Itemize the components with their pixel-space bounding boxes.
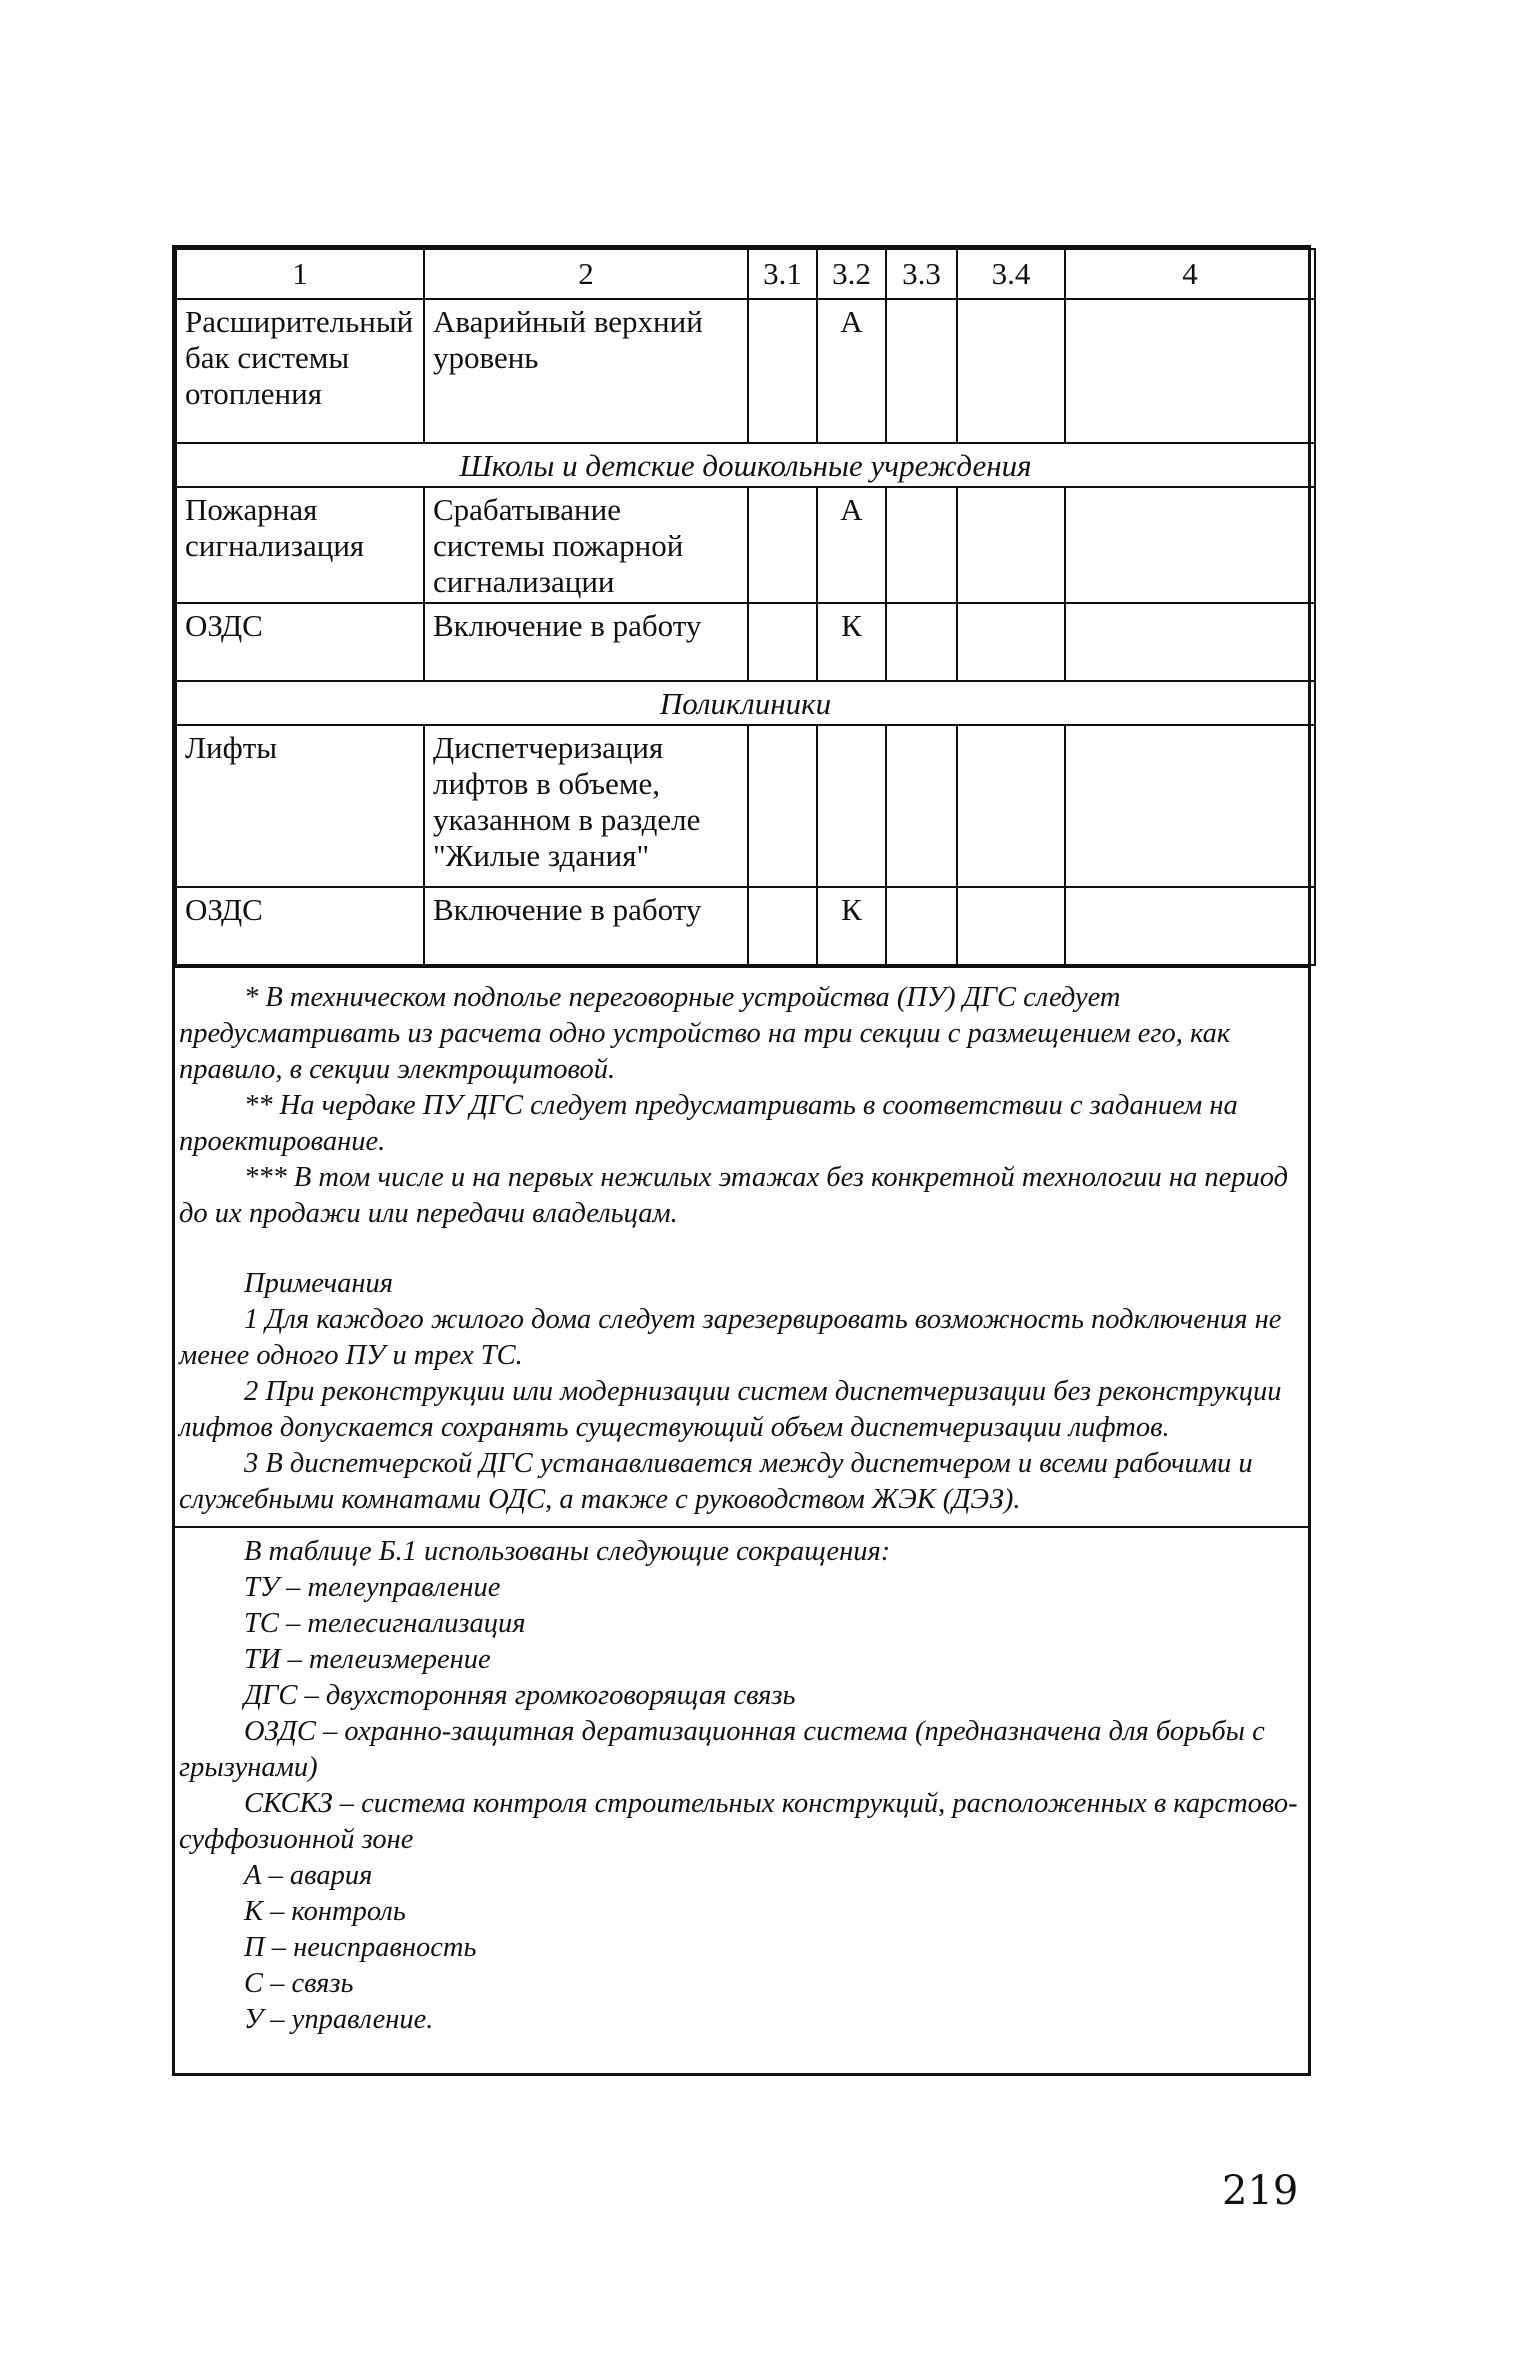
value-cell xyxy=(886,487,957,603)
document-table-frame xyxy=(172,245,1311,2076)
abbreviation-item: ТС – телесигнализация xyxy=(244,1608,526,1639)
column-header: 2 xyxy=(424,249,748,299)
event-cell: Включение в работу xyxy=(424,887,748,965)
value-cell xyxy=(957,725,1065,887)
value-cell xyxy=(957,299,1065,443)
value-cell xyxy=(748,887,817,965)
value-cell xyxy=(886,603,957,681)
equipment-cell: Лифты xyxy=(176,725,424,887)
table-row xyxy=(176,487,1315,603)
value-cell xyxy=(957,487,1065,603)
notes-title: Примечания xyxy=(244,1268,394,1299)
abbreviation-item: СКСКЗ – система контроля строительных конструкций, расположенных в карстово-суффозионной зоне xyxy=(179,1788,1298,1855)
value-cell xyxy=(748,725,817,887)
value-cell: А xyxy=(817,299,886,443)
note-cell xyxy=(1065,887,1315,965)
abbreviation-item: ОЗДС – охранно-защитная дератизационная система (предназначена для борьбы с грызунами) xyxy=(179,1716,1265,1783)
table-row xyxy=(176,725,1315,887)
abbreviation-item: А – авария xyxy=(244,1860,373,1891)
value-cell xyxy=(957,887,1065,965)
table-row xyxy=(176,299,1315,443)
note-cell xyxy=(1065,725,1315,887)
equipment-cell: Пожарная сигнализация xyxy=(176,487,424,603)
dispatch-table xyxy=(175,248,1316,966)
value-cell xyxy=(748,299,817,443)
value-cell xyxy=(886,725,957,887)
column-header: 4 xyxy=(1065,249,1315,299)
column-header: 3.4 xyxy=(957,249,1065,299)
equipment-cell: ОЗДС xyxy=(176,887,424,965)
page-number: 219 xyxy=(1222,2168,1299,2214)
value-cell xyxy=(886,887,957,965)
footnote-2: ** На чердаке ПУ ДГС следует предусматривать в соответствии с заданием на проектирование. xyxy=(179,1090,1238,1157)
abbreviation-item: ТУ – телеуправление xyxy=(244,1572,501,1603)
abbreviations-intro: В таблице Б.1 использованы следующие сокращения: xyxy=(244,1536,891,1567)
abbreviation-item: П – неисправность xyxy=(244,1932,477,1963)
event-cell: Включение в работу xyxy=(424,603,748,681)
column-header: 1 xyxy=(176,249,424,299)
column-header: 3.2 xyxy=(817,249,886,299)
column-header: 3.3 xyxy=(886,249,957,299)
note-2: 2 При реконструкции или модернизации систем диспетчеризации без реконструкции лифтов допускается сохранять существующий объем диспетчеризации лифтов. xyxy=(179,1376,1282,1443)
value-cell xyxy=(957,603,1065,681)
table-header-row xyxy=(176,249,1315,299)
value-cell xyxy=(886,299,957,443)
event-cell: Аварийный верхний уровень xyxy=(424,299,748,443)
note-3: 3 В диспетчерской ДГС устанавливается между диспетчером и всеми рабочими и служебными комнатами ОДС, а также с руководством ЖЭК (ДЭЗ). xyxy=(179,1448,1253,1515)
note-cell xyxy=(1065,487,1315,603)
equipment-cell: ОЗДС xyxy=(176,603,424,681)
table-row xyxy=(176,603,1315,681)
note-1: 1 Для каждого жилого дома следует зарезервировать возможность подключения не менее одного ПУ и трех ТС. xyxy=(179,1304,1282,1371)
value-cell: К xyxy=(817,603,886,681)
abbreviation-item: ТИ – телеизмерение xyxy=(244,1644,491,1675)
value-cell xyxy=(817,725,886,887)
abbreviation-item: С – связь xyxy=(244,1968,354,1999)
footnote-3: *** В том числе и на первых нежилых этажах без конкретной технологии на период до их продажи или передачи владельцам. xyxy=(179,1162,1289,1229)
abbreviation-item: ДГС – двухсторонняя громкоговорящая связь xyxy=(244,1680,796,1711)
footnotes-and-notes-block xyxy=(175,966,1308,1526)
section-heading: Школы и детские дошкольные учреждения xyxy=(176,443,1315,487)
section-row xyxy=(176,681,1315,725)
note-cell xyxy=(1065,603,1315,681)
abbreviations-block xyxy=(175,1526,1308,2046)
value-cell: К xyxy=(817,887,886,965)
abbreviation-item: У – управление. xyxy=(244,2004,434,2035)
footnote-1: * В техническом подполье переговорные устройства (ПУ) ДГС следует предусматривать из расчета одно устройство на три секции с размещением его, как правило, в секции электрощитовой. xyxy=(179,982,1231,1085)
note-cell xyxy=(1065,299,1315,443)
event-cell: Диспетчеризация лифтов в объеме, указанном в разделе "Жилые здания" xyxy=(424,725,748,887)
value-cell xyxy=(748,603,817,681)
value-cell xyxy=(748,487,817,603)
spacer xyxy=(179,1232,1304,1266)
section-heading: Поликлиники xyxy=(176,681,1315,725)
equipment-cell: Расширительный бак системы отопления xyxy=(176,299,424,443)
table-row xyxy=(176,887,1315,965)
value-cell: А xyxy=(817,487,886,603)
abbreviation-item: К – контроль xyxy=(244,1896,406,1927)
section-row xyxy=(176,443,1315,487)
column-header: 3.1 xyxy=(748,249,817,299)
event-cell: Срабатывание системы пожарной сигнализации xyxy=(424,487,748,603)
